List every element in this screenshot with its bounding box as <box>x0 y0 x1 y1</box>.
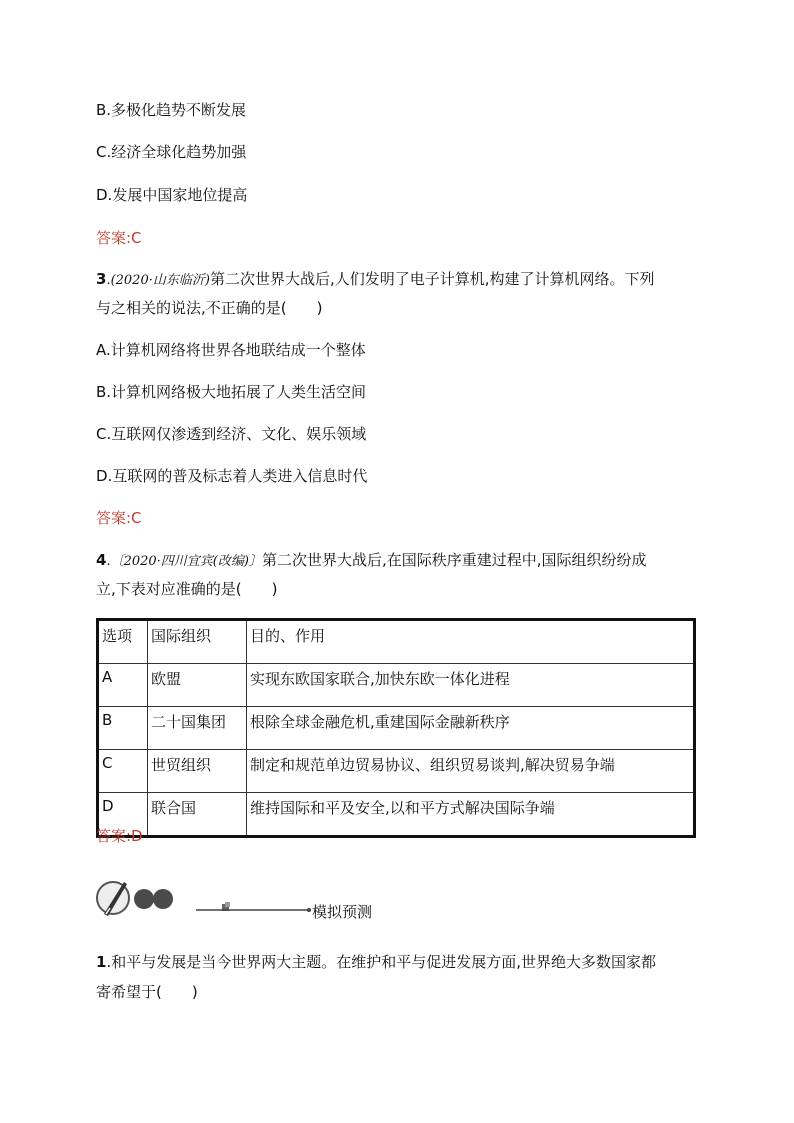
q4-options-table <box>96 618 696 838</box>
p1-stem-line2: 寄希望于( ) <box>96 983 198 1001</box>
q4-stem-line2: 立,下表对应准确的是( ) <box>96 580 278 598</box>
q3-option-c: C.互联网仅渗透到经济、文化、娱乐领域 <box>96 425 367 443</box>
q4-number: 4 <box>96 551 107 569</box>
q3-option-d: D.互联网的普及标志着人类进入信息时代 <box>96 467 368 485</box>
q3-stem-line2: 与之相关的说法,不正确的是( ) <box>96 299 323 317</box>
q2-option-c: C.经济全球化趋势加强 <box>96 143 247 161</box>
p1-stem-text: .和平与发展是当今世界两大主题。在维护和平与促进发展方面,世界绝大多数国家都 <box>106 953 656 971</box>
q3-number: 3 <box>96 270 107 288</box>
q3-source: .(2020·山东临沂) <box>106 273 210 288</box>
table-header-cell: 国际组织 <box>148 620 247 664</box>
table-header-cell: 目的、作用 <box>247 620 695 664</box>
q4-stem-text: 第二次世界大战后,在国际秩序重建过程中,国际组织纷纷成 <box>261 551 647 569</box>
table-cell: 维持国际和平及安全,以和平方式解决国际争端 <box>247 793 695 837</box>
banner-rule-endpoint <box>307 908 311 912</box>
table-header-cell: 选项 <box>98 620 148 664</box>
pen-circle-icon <box>97 882 129 916</box>
q3-option-a: A.计算机网络将世界各地联结成一个整体 <box>96 341 366 359</box>
q3-stem-text: 第二次世界大战后,人们发明了电子计算机,构建了计算机网络。下列 <box>209 270 655 288</box>
table-cell: 制定和规范单边贸易协议、组织贸易谈判,解决贸易争端 <box>247 750 695 793</box>
p1-stem-line1 <box>96 952 656 972</box>
q4-source: .〔2020·四川宜宾(改编)〕 <box>106 554 262 569</box>
table-row <box>98 707 695 750</box>
p1-number: 1 <box>96 953 107 971</box>
table-row <box>98 664 695 707</box>
q2-answer: 答案:C <box>96 229 142 247</box>
table-row <box>98 750 695 793</box>
table-row <box>98 793 695 837</box>
table-cell: D <box>98 793 148 837</box>
banner-dot-icon <box>134 889 154 909</box>
table-cell: C <box>98 750 148 793</box>
table-cell: 欧盟 <box>148 664 247 707</box>
table-cell: B <box>98 707 148 750</box>
table-cell: 根除全球金融危机,重建国际金融新秩序 <box>247 707 695 750</box>
q3-answer: 答案:C <box>96 509 142 527</box>
q4-answer: 答案:D <box>96 827 143 845</box>
table-cell: 二十国集团 <box>148 707 247 750</box>
table-cell: 联合国 <box>148 793 247 837</box>
table-cell: A <box>98 664 148 707</box>
section-title: 模拟预测 <box>312 903 373 921</box>
q3-option-b: B.计算机网络极大地拓展了人类生活空间 <box>96 383 367 401</box>
q4-stem-line1 <box>96 550 646 572</box>
q3-stem-line1 <box>96 269 654 291</box>
q2-option-d: D.发展中国家地位提高 <box>96 186 248 204</box>
table-cell: 世贸组织 <box>148 750 247 793</box>
banner-dot-icon <box>153 889 173 909</box>
table-header-row <box>98 620 695 664</box>
table-cell: 实现东欧国家联合,加快东欧一体化进程 <box>247 664 695 707</box>
q2-option-b: B.多极化趋势不断发展 <box>96 101 247 119</box>
